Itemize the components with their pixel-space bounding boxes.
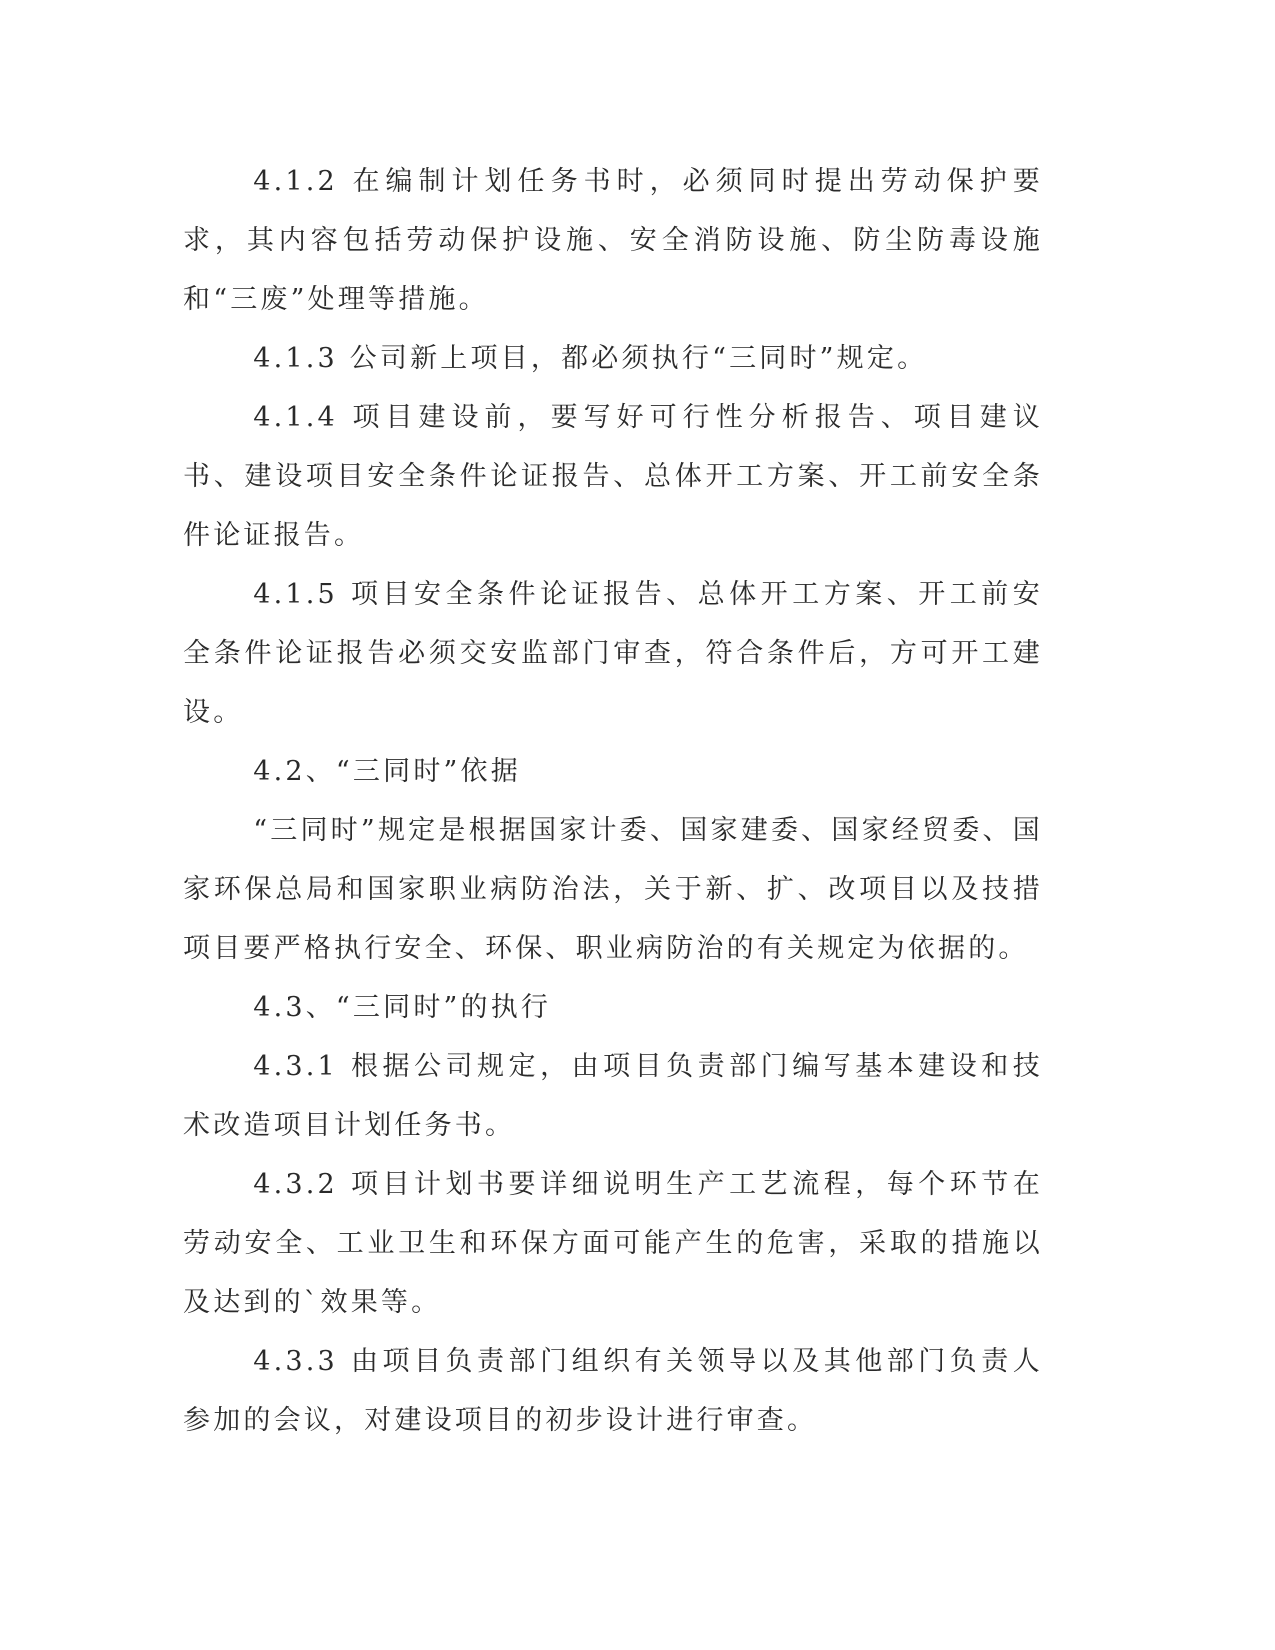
paragraph-4-3-2: 4.3.2 项目计划书要详细说明生产工艺流程，每个环节在劳动安全、工业卫生和环保方面可能产生的危害，采取的措施以及达到的`效果等。: [183, 1169, 1043, 1318]
paragraph-basis: “三同时”规定是根据国家计委、国家建委、国家经贸委、国家环保总局和国家职业病防治法，关于新、扩、改项目以及技措项目要严格执行安全、环保、职业病防治的有关规定为依据的。: [183, 815, 1043, 964]
paragraph-4-1-3: 4.1.3 公司新上项目，都必须执行“三同时”规定。: [253, 343, 928, 374]
section-heading-4-3: 4.3、“三同时”的执行: [253, 992, 552, 1023]
paragraph-4-1-2: 4.1.2 在编制计划任务书时，必须同时提出劳动保护要求，其内容包括劳动保护设施、安全消防设施、防尘防毒设施和“三废”处理等措施。: [183, 166, 1043, 315]
paragraph-4-3-3: 4.3.3 由项目负责部门组织有关领导以及其他部门负责人参加的会议，对建设项目的初步设计进行审查。: [183, 1346, 1043, 1436]
document-body: [183, 152, 1043, 1450]
paragraph-4-1-5: 4.1.5 项目安全条件论证报告、总体开工方案、开工前安全条件论证报告必须交安监部门审查，符合条件后，方可开工建设。: [183, 579, 1043, 728]
section-heading-4-2: 4.2、“三同时”依据: [253, 756, 521, 787]
paragraph-4-3-1: 4.3.1 根据公司规定，由项目负责部门编写基本建设和技术改造项目计划任务书。: [183, 1051, 1043, 1141]
paragraph-4-1-4: 4.1.4 项目建设前，要写好可行性分析报告、项目建议书、建设项目安全条件论证报告、总体开工方案、开工前安全条件论证报告。: [183, 402, 1043, 551]
